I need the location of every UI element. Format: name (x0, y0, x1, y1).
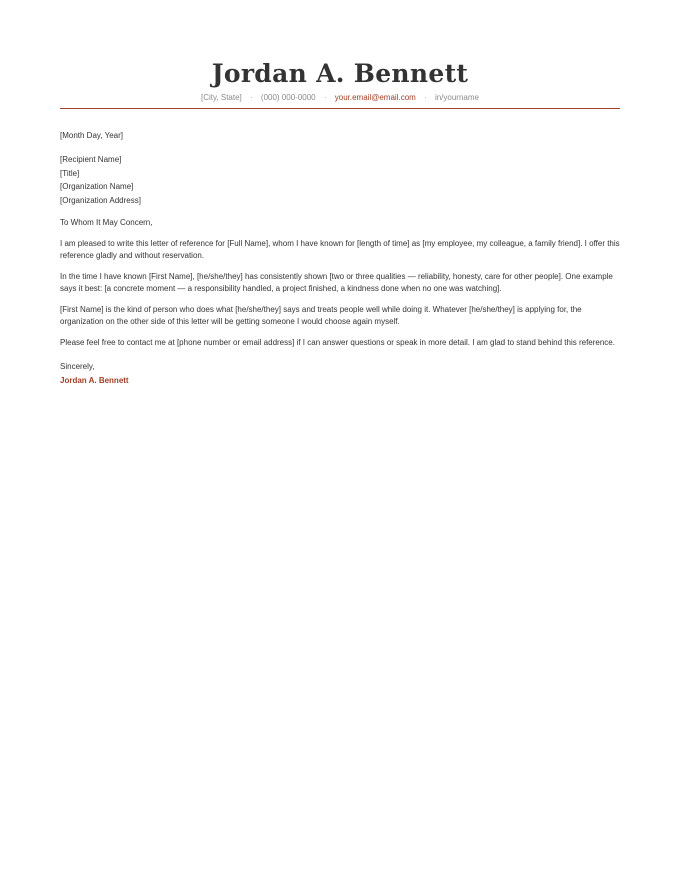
body-paragraph-4: Please feel free to contact me at [phone number or email address] if I can answer questions or speak in more detail. I am glad to stand behind this reference. (60, 338, 615, 347)
body-paragraph-2: In the time I have known [First Name], [he/she/they] has consistently shown [two or three qualities — reliability, honesty, care for other people]. One example says it best: [a concrete moment — a responsibility handled, a project finished, a kindness done when no one was watching]. (60, 272, 613, 293)
recipient-organization: [Organization Name] (60, 182, 134, 191)
closing: Sincerely, (60, 362, 95, 371)
letter-body (60, 130, 620, 387)
contact-linkedin: in/yourname (434, 93, 479, 102)
body-paragraph-1: I am pleased to write this letter of reference for [Full Name], whom I have known for [length of time] as [my employee, my colleague, a family friend]. I offer this reference gladly and without reservation. (60, 239, 620, 260)
sender-name: Jordan A. Bennett (211, 59, 469, 88)
recipient-title: [Title] (60, 168, 80, 178)
contact-separator: · (323, 93, 327, 102)
signature-name: Jordan A. Bennett (60, 376, 129, 385)
recipient-address: [Organization Address] (60, 195, 141, 205)
contact-separator: · (424, 93, 427, 102)
body-paragraph-3: [First Name] is the kind of person who does what [he/she/they] says and treats people well while doing it. Whatever [he/she/they] is applying for, the organization on the other side of this letter will be getting someone I would choose again myself. (60, 305, 582, 326)
contact-email[interactable]: your.email@email.com (334, 93, 416, 102)
contact-phone: (000) 000-0000 (260, 93, 316, 102)
contact-line (60, 92, 620, 104)
letter-header (60, 58, 620, 104)
contact-location: [City, State] (201, 93, 242, 102)
salutation: To Whom It May Concern, (60, 218, 153, 227)
letter-date: [Month Day, Year] (60, 131, 123, 140)
header-divider (60, 108, 620, 109)
contact-separator: · (250, 93, 253, 102)
recipient-block (60, 153, 620, 207)
recipient-name: [Recipient Name] (60, 155, 122, 164)
